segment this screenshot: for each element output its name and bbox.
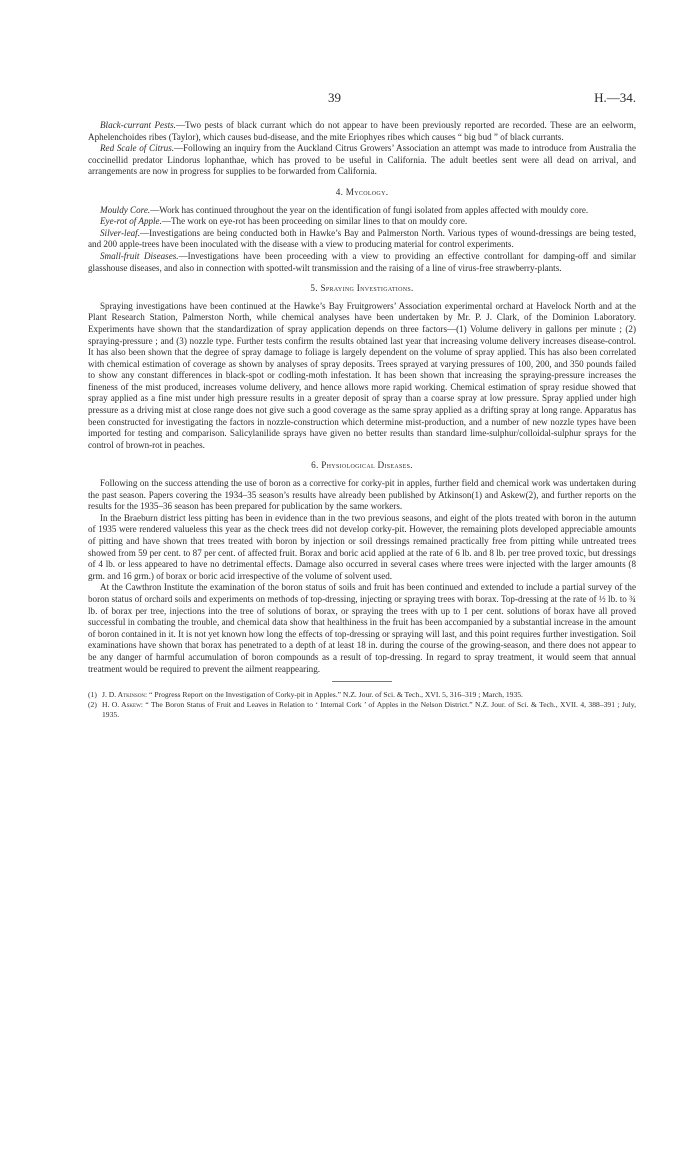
footnote-label: (2): [88, 699, 97, 709]
paragraph-red-scale: [88, 143, 636, 178]
section-heading-spraying: [88, 283, 636, 295]
paragraph-lead: Mouldy Core.: [100, 204, 151, 215]
section-heading-mycology: [88, 187, 636, 199]
paragraph-spraying: Spraying investigations have been continued at the Hawke’s Bay Fruitgrowers’ Association experimental orchard at Havelock North and at the Plant Research Station, Palmerston North, while chemical analyses have been undertaken by Mr. P. J. Clark, of the Dominion Laboratory. Experiments have shown that the standardization of spray application depends on three factors—(1) Volume delivery in gallons per minute ; (2) spraying-pressure ; and (3) nozzle type. Further tests confirm the results obtained last year that increasing volume delivery increases disease-control. It has also been shown that the degree of spray damage to foliage is largely dependent on the volume of spray applied. This has also been correlated with chemical estimation of coverage as shown by analyses of spray deposits. Trees sprayed at varying pressures of 100, 200, and 350 pounds failed to show any constant differences in black-spot or codling-moth infestation. It has been shown that increasing the spraying-pressure increases the fineness of the mist produced, increases volume delivery, and hence allows more rapid working. Chemical estimation of spray residue showed that spray applied as a fine mist under high pressure results in a greater deposit of spray than a coarse spray at low pressure. Spray applied under high pressure as a driving mist at close range does not give such a good coverage as the same spray applied as a drifting spray at long range. Apparatus has been constructed for investigating the factors in nozzle-construction which determine mist-production, and a number of new nozzle types have been imported for testing and comparison. Salicylanilide sprays have given no better results than standard lime-sulphur/colloidal-sulphur sprays for the control of brown-rot in peaches.: [88, 300, 636, 450]
paragraph-lead: Black-currant Pests.: [100, 120, 176, 130]
section-title: Spraying Investigations.: [320, 283, 414, 294]
paragraph-eye-rot: [88, 216, 636, 228]
paragraph-text: —Investigations have been proceeding with a view to providing an effective controllant for damping-off and similar glasshouse diseases, and also in connection with spotted-wilt transmission and the raising of a line of virus-free strawberry-plants.: [88, 250, 636, 273]
paragraph-lead: Red Scale of Citrus.: [100, 143, 175, 154]
page-number: 39: [328, 90, 341, 105]
paragraph-lead: Eye-rot of Apple.: [100, 216, 162, 227]
section-number: 5.: [310, 283, 318, 294]
paragraph-cawthron: At the Cawthron Institute the examination of the boron status of soils and fruit has been continued and extended to include a partial survey of the boron status of orchard soils and experiments on methods of top-dressing, injecting or spraying trees with borax. Top-dressing at the rate of ½ lb. to ¾ lb. of borax per tree, injections into the tree of solutions of borax, or spraying the trees with up to 1 per cent. solutions of borax have all proved successful in combating the trouble, and chemical data show that healthiness in the fruit has been accompanied by a substantial increase in the amount of boron contained in it. It is not yet known how long the effects of top-dressing or spraying will last, and this point requires further investigation. Soil examinations have shown that borax has penetrated to a depth of at least 18 in. during the course of the growing-season, and there does not appear to be any danger of harmful accumulation of boron compounds as a result of top-dressing. In regard to spray treatment, it would seem that annual treatment would be required to prevent the ailment reappearing.: [88, 582, 636, 674]
paragraph-text: —Following an inquiry from the Auckland Citrus Growers’ Association an attempt was made to introduce from Australia the coccinellid predator Lindorus lophanthae, which has proved to be useful in California. The adult beetles sent were all dead on arrival, and arrangements are now in progress for supplies to be forwarded from California.: [88, 143, 636, 177]
document-reference: H.—34.: [594, 90, 636, 105]
section-number: 6.: [311, 460, 319, 471]
footnote-1: [88, 690, 636, 700]
paragraph-small-fruit-diseases: [88, 251, 636, 274]
paragraph-text: —Investigations are being conducted both in Hawke’s Bay and Palmerston North. Various types of wound-dressings are being tested, and 200 apple-trees have been inoculated with the disease with a view to producing material for control experiments.: [88, 227, 636, 250]
paragraph-text: —Work has continued throughout the year on the identification of fungi isolated from apples affected with mouldy core.: [150, 204, 589, 215]
paragraph-boron-intro: Following on the success attending the use of boron as a corrective for corky-pit in apples, further field and chemical work was undertaken during the past season. Papers covering the 1934–35 season’s results have already been published by Atkinson(1) and Askew(2), and further reports on the results for the 1935–36 season has been prepared for publication by the same workers.: [88, 478, 636, 512]
section-number: 4.: [335, 186, 344, 197]
footnote-author: J. D. Atkinson: [102, 690, 146, 700]
paragraph-mouldy-core: [88, 205, 636, 217]
section-title: Mycology.: [345, 186, 389, 197]
footnote-text: : “ Progress Report on the Investigation of Corky-pit in Apples.” N.Z. Jour. of Sci. & Tech., XVI. 5, 316–319 ; March, 1935.: [145, 690, 523, 700]
footnote-text: : “ The Boron Status of Fruit and Leaves in Relation to ‘ Internal Cork ’ of Apples in the Nelson District.” N.Z. Jour. of Sci. & Tech., XVII. 4, 388–391 ; July, 1935.: [102, 699, 636, 719]
footnote-label: (1): [88, 690, 97, 700]
footnote-2: [88, 700, 636, 720]
section-heading-physiological: [88, 460, 636, 472]
footnote-author: H. O. Askew: [102, 699, 141, 709]
paragraph-text: —Two pests of black currant which do not appear to have been previously reported are recorded. These are an eelworm, Aphelenchoides ribes (Taylor), which causes bud-disease, and the mite Eriophyes ribes which causes “ big bud ” of black currants.: [88, 120, 636, 142]
paragraph-black-currant-pests: [88, 120, 636, 143]
footnote-divider: [332, 681, 392, 682]
paragraph-text: —The work on eye-rot has been proceeding on similar lines to that on mouldy core.: [161, 216, 468, 227]
paragraph-silver-leaf: [88, 228, 636, 251]
paragraph-braeburn: In the Braeburn district less pitting has been in evidence than in the two previous seasons, and eight of the plots treated with boron in the autumn of 1935 were rendered valueless this year as the check trees did not develop corky-pit. However, the remaining plots developed appreciable amounts of pitting and have shown that trees treated with boron by injection or soil dressings remained practically free from pitting while untreated trees showed from 59 per cent. to 87 per cent. of affected fruit. Borax and boric acid applied at the rate of 6 lb. and 8 lb. per tree proved toxic, but dressings of 4 lb. or less appeared to have no detrimental effects. Damage also occurred in several cases where trees were injected with the larger amounts (8 grm. and 16 grm.) of borax or boric acid irrespective of the volume of solvent used.: [88, 512, 636, 581]
paragraph-lead: Silver-leaf.: [100, 227, 140, 238]
paragraph-lead: Small-fruit Diseases.: [100, 250, 179, 261]
document-page: [88, 92, 636, 720]
section-title: Physiological Diseases.: [321, 460, 413, 471]
page-header: [88, 92, 636, 120]
